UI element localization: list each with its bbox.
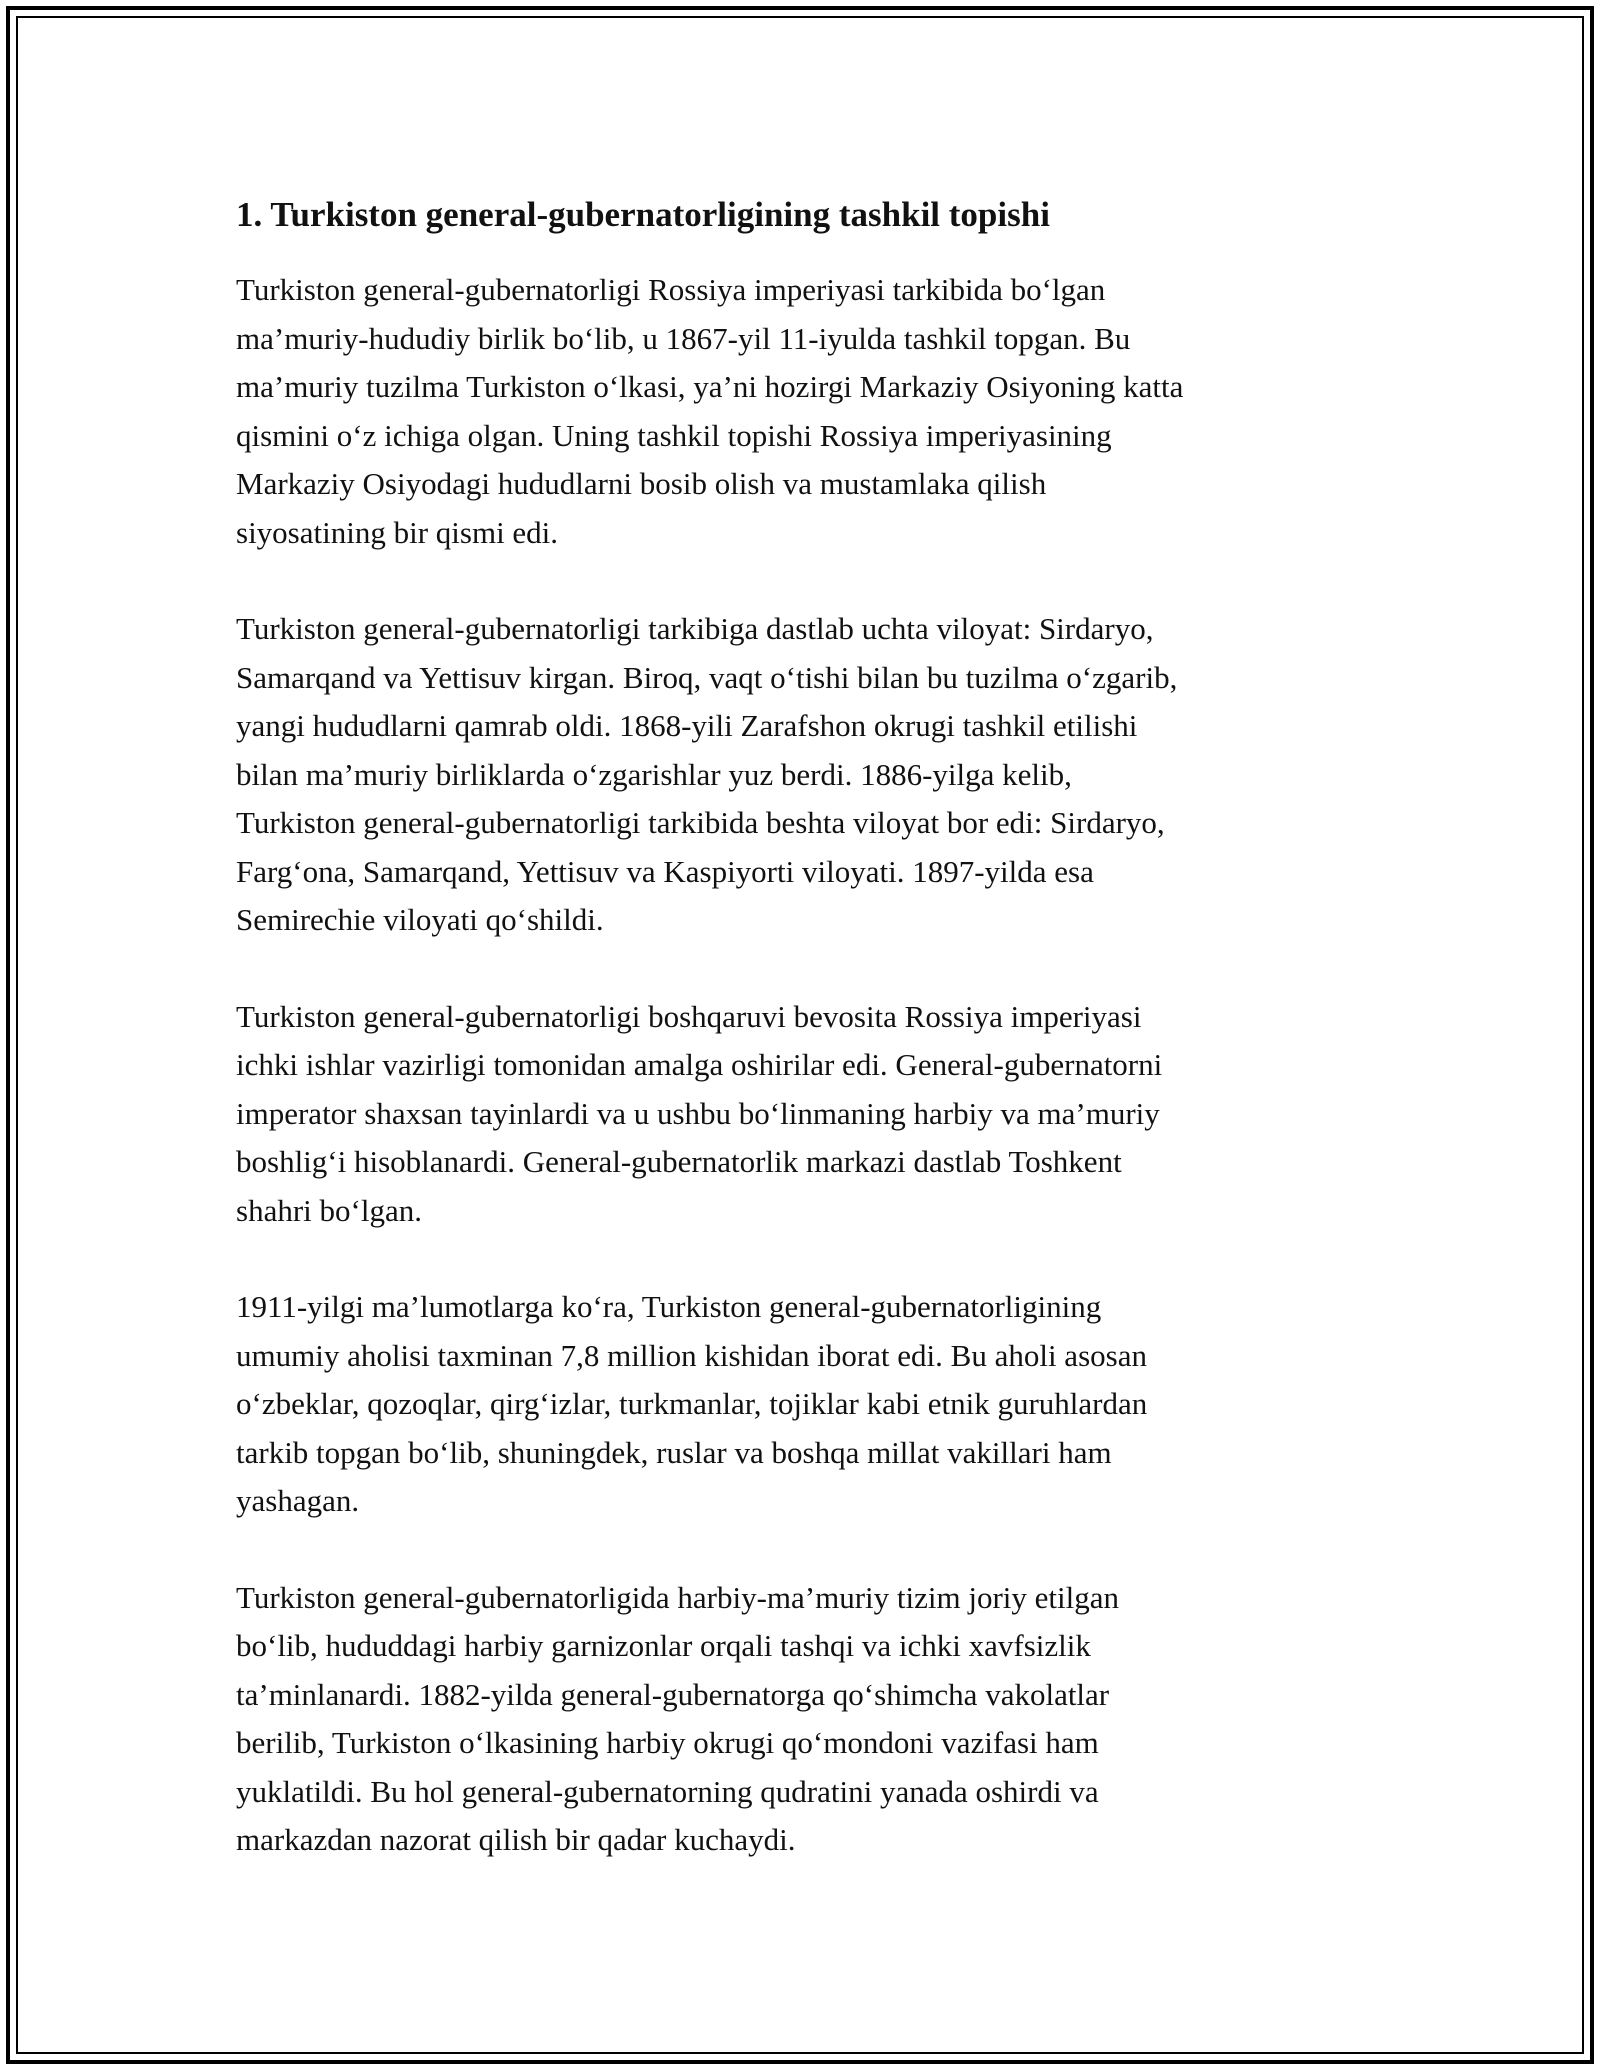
paragraph-line: o‘zbeklar, qozoqlar, qirg‘izlar, turkmanlar, tojiklar kabi etnik guruhlardan bbox=[236, 1386, 1148, 1421]
paragraph-line: berilib, Turkiston o‘lkasining harbiy okrugi qo‘mondoni vazifasi ham bbox=[236, 1725, 1099, 1760]
paragraph-line: Farg‘ona, Samarqand, Yettisuv va Kaspiyorti viloyati. 1897-yilda esa bbox=[236, 853, 1094, 889]
paragraph-line: Turkiston general-gubernatorligi tarkibiga dastlab uchta viloyat: Sirdaryo, bbox=[236, 611, 1154, 646]
paragraph-line: tarkib topgan bo‘lib, shuningdek, ruslar va boshqa millat vakillari ham bbox=[236, 1434, 1112, 1470]
paragraph-line: bo‘lib, hududdagi harbiy garnizonlar orqali tashqi va ichki xavfsizlik bbox=[236, 1628, 1091, 1663]
paragraph-line: ichki ishlar vazirligi tomonidan amalga oshirilar edi. General-gubernatorni bbox=[236, 1047, 1163, 1082]
paragraph-line: bilan ma’muriy birliklarda o‘zgarishlar yuz berdi. 1886-yilga kelib, bbox=[236, 756, 1072, 792]
paragraph bbox=[236, 1283, 1366, 1526]
paragraph bbox=[236, 1574, 1366, 1865]
paragraph-line: Turkiston general-gubernatorligida harbiy-ma’muriy tizim joriy etilgan bbox=[236, 1579, 1120, 1615]
paragraph-line: 1911-yilgi ma’lumotlarga ko‘ra, Turkiston general-gubernatorligining bbox=[236, 1289, 1102, 1324]
document-body bbox=[236, 188, 1366, 1913]
paragraph-line: imperator shaxsan tayinlardi va u ushbu bo‘linmaning harbiy va ma’muriy bbox=[236, 1095, 1160, 1131]
paragraph-line: Samarqand va Yettisuv kirgan. Biroq, vaqt o‘tishi bilan bu tuzilma o‘zgarib, bbox=[236, 659, 1178, 695]
document-title: 1. Turkiston general-gubernatorligining tashkil topishi bbox=[236, 195, 1050, 234]
paragraph-line: ta’minlanardi. 1882-yilda general-gubernatorga qo‘shimcha vakolatlar bbox=[236, 1676, 1110, 1712]
paragraph-line: Turkiston general-gubernatorligi boshqaruvi bevosita Rossiya imperiyasi bbox=[236, 998, 1142, 1034]
paragraph bbox=[236, 266, 1366, 557]
paragraph-line: ma’muriy-hududiy birlik bo‘lib, u 1867-yil 11-iyulda tashkil topgan. Bu bbox=[236, 320, 1131, 356]
paragraph-line: yashagan. bbox=[236, 1483, 360, 1518]
paragraph-line: markazdan nazorat qilish bir qadar kuchaydi. bbox=[236, 1822, 796, 1857]
paragraph-line: boshlig‘i hisoblanardi. General-gubernatorlik markazi dastlab Toshkent bbox=[236, 1144, 1122, 1179]
paragraph-line: Markaziy Osiyodagi hududlarni bosib olish va mustamlaka qilish bbox=[236, 466, 1047, 501]
paragraph-list bbox=[236, 266, 1366, 1865]
paragraph-line: umumiy aholisi taxminan 7,8 million kishidan iborat edi. Bu aholi asosan bbox=[236, 1337, 1147, 1373]
paragraph-line: Turkiston general-gubernatorligi tarkibida beshta viloyat bor edi: Sirdaryo, bbox=[236, 805, 1165, 840]
paragraph-line: siyosatining bir qismi edi. bbox=[236, 514, 559, 550]
paragraph-line: qismini o‘z ichiga olgan. Uning tashkil topishi Rossiya imperiyasining bbox=[236, 417, 1112, 453]
paragraph-line: shahri bo‘lgan. bbox=[236, 1192, 422, 1228]
paragraph bbox=[236, 605, 1366, 945]
paragraph-line: yuklatildi. Bu hol general-gubernatorning qudratini yanada oshirdi va bbox=[236, 1773, 1099, 1809]
paragraph bbox=[236, 993, 1366, 1236]
paragraph-line: ma’muriy tuzilma Turkiston o‘lkasi, ya’ni hozirgi Markaziy Osiyoning katta bbox=[236, 369, 1184, 404]
paragraph-line: yangi hududlarni qamrab oldi. 1868-yili Zarafshon okrugi tashkil etilishi bbox=[236, 708, 1138, 743]
paragraph-line: Turkiston general-gubernatorligi Rossiya imperiyasi tarkibida bo‘lgan bbox=[236, 272, 1106, 307]
paragraph-line: Semirechie viloyati qo‘shildi. bbox=[236, 902, 604, 937]
